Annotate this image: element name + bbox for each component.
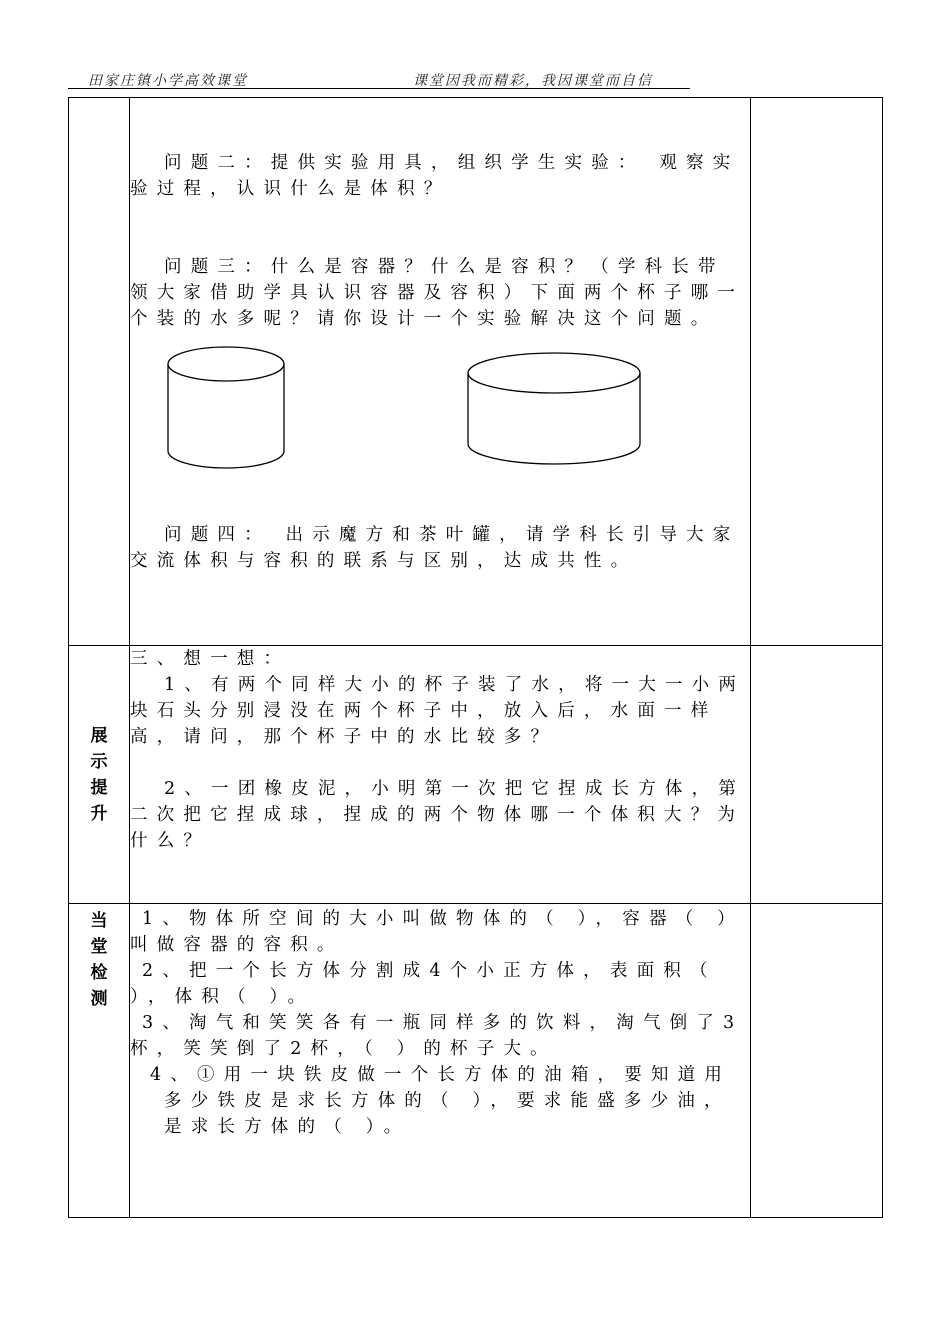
think-heading: 三、想一想：	[130, 649, 291, 669]
table-row	[69, 98, 883, 646]
question-four: 问题四： 出示魔方和茶叶罐，请学科长引导大家交流体积与容积的联系与区别，达成共性。	[130, 525, 740, 571]
lesson-table	[68, 97, 883, 1218]
test-item-2: 2、把一个长方体分割成4个小正方体，表面积（ ），体积（ ）。	[130, 961, 717, 1007]
think-item-1: 1、有两个同样大小的杯子装了水，将一大一小两块石头分别浸没在两个杯子中，放入后，水面一样高，请问，那个杯子中的水比较多？	[130, 675, 746, 747]
content-cell-think	[130, 646, 751, 904]
content-cell-questions	[130, 98, 751, 646]
think-item-2: 2、一团橡皮泥，小明第一次把它捏成长方体，第二次把它捏成球，捏成的两个物体哪一个体积大？为什么？	[130, 779, 746, 851]
header-school-name: 田家庄镇小学高效课堂	[88, 73, 248, 89]
test-item-4: 4、①用一块铁皮做一个长方体的油箱，要知道用多少铁皮是求长方体的（ ），要求能盛多少油，是求长方体的（ ）。	[150, 1065, 732, 1137]
label-cell-empty	[69, 98, 130, 646]
wide-cylinder-drawing	[466, 350, 646, 468]
header-motto: 课堂因我而精彩，我因课堂而自信	[413, 73, 653, 89]
question-three: 问题三：什么是容器？什么是容积？（学科长带领大家借助学具认识容器及容积）下面两个杯子哪一个装的水多呢？请你设计一个实验解决这个问题。	[130, 257, 745, 329]
notes-cell	[751, 646, 883, 904]
table-row	[69, 646, 883, 904]
test-item-1: 1、物体所空间的大小叫做物体的（ ），容器（ ）叫做容器的容积。	[130, 909, 744, 955]
table-row	[69, 904, 883, 1218]
question-two: 问题二：提供实验用具，组织学生实验： 观察实验过程，认识什么是体积？	[130, 153, 740, 199]
content-cell-test	[130, 904, 751, 1218]
tall-cylinder-drawing	[164, 344, 289, 472]
section-label-class-test: 当 堂 检 测	[69, 904, 130, 1218]
section-label-show-improve: 展 示 提 升	[69, 646, 130, 904]
page-header	[68, 68, 690, 89]
test-item-3: 3、淘气和笑笑各有一瓶同样多的饮料，淘气倒了3杯，笑笑倒了2杯，（ ）的杯子大。	[130, 1013, 744, 1059]
notes-cell	[751, 904, 883, 1218]
notes-cell	[751, 98, 883, 646]
cylinders-figure	[130, 342, 750, 482]
